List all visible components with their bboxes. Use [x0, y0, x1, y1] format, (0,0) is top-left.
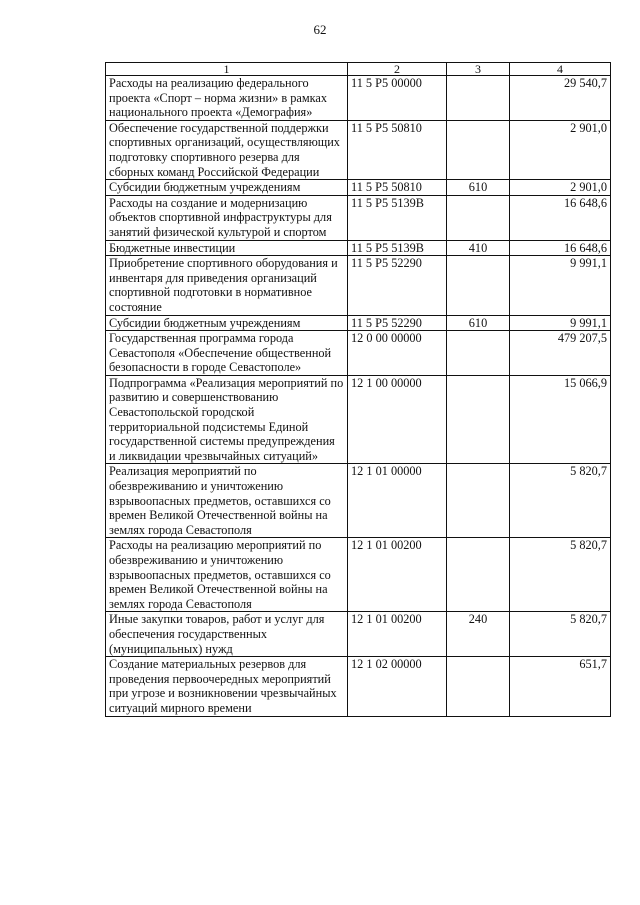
table-row	[106, 240, 611, 256]
table-row	[106, 256, 611, 315]
row-code: 12 1 01 00200	[348, 538, 447, 612]
row-name: Расходы на реализацию федерального проекта «Спорт – норма жизни» в рамках национального проекта «Демография»	[106, 76, 348, 121]
row-expense-type	[447, 331, 510, 376]
row-expense-type	[447, 464, 510, 538]
row-code: 11 5 Р5 50810	[348, 180, 447, 196]
header-cell-code: 2	[348, 63, 447, 76]
table-row	[106, 612, 611, 657]
row-amount: 9 991,1	[510, 256, 611, 315]
row-amount: 5 820,7	[510, 538, 611, 612]
row-expense-type	[447, 657, 510, 716]
row-name: Расходы на реализацию мероприятий по обезвреживанию и уничтожению взрывоопасных предметов, оставшихся со времен Великой Отечественной войны на землях города Севастополя	[106, 538, 348, 612]
row-expense-type	[447, 195, 510, 240]
row-code: 11 5 Р5 50810	[348, 120, 447, 179]
row-amount: 16 648,6	[510, 195, 611, 240]
row-expense-type	[447, 76, 510, 121]
page-number: 62	[313, 22, 327, 37]
table-row	[106, 76, 611, 121]
row-name: Государственная программа города Севастополя «Обеспечение общественной безопасности в городе Севастополе»	[106, 331, 348, 376]
row-amount: 2 901,0	[510, 120, 611, 179]
table-row	[106, 315, 611, 331]
row-amount: 9 991,1	[510, 315, 611, 331]
header-cell-name: 1	[106, 63, 348, 76]
row-amount: 651,7	[510, 657, 611, 716]
table-row	[106, 464, 611, 538]
row-expense-type: 610	[447, 180, 510, 196]
table-row	[106, 195, 611, 240]
row-amount: 5 820,7	[510, 612, 611, 657]
budget-table-body	[106, 63, 611, 717]
row-name: Субсидии бюджетным учреждениям	[106, 180, 348, 196]
row-amount: 15 066,9	[510, 375, 611, 464]
row-code: 12 1 02 00000	[348, 657, 447, 716]
row-name: Иные закупки товаров, работ и услуг для обеспечения государственных (муниципальных) нужд	[106, 612, 348, 657]
row-code: 11 5 Р5 5139В	[348, 240, 447, 256]
row-code: 12 1 00 00000	[348, 375, 447, 464]
row-code: 11 5 Р5 00000	[348, 76, 447, 121]
row-code: 11 5 Р5 52290	[348, 315, 447, 331]
row-amount: 5 820,7	[510, 464, 611, 538]
row-code: 12 1 01 00200	[348, 612, 447, 657]
table-header-row	[106, 63, 611, 76]
table-row	[106, 331, 611, 376]
row-name: Подпрограмма «Реализация мероприятий по развитию и совершенствованию Севастопольской городской территориальной подсистемы Единой государственной системы предупреждения и ликвидации чрезвычайных ситуаций»	[106, 375, 348, 464]
row-amount: 2 901,0	[510, 180, 611, 196]
row-amount: 479 207,5	[510, 331, 611, 376]
row-expense-type	[447, 538, 510, 612]
row-code: 11 5 Р5 5139В	[348, 195, 447, 240]
table-row	[106, 180, 611, 196]
row-expense-type: 410	[447, 240, 510, 256]
row-name: Создание материальных резервов для проведения первоочередных мероприятий при угрозе и возникновении чрезвычайных ситуаций мирного времени	[106, 657, 348, 716]
row-name: Обеспечение государственной поддержки спортивных организаций, осуществляющих подготовку спортивного резерва для сборных команд Российской Федерации	[106, 120, 348, 179]
row-code: 11 5 Р5 52290	[348, 256, 447, 315]
row-expense-type	[447, 120, 510, 179]
row-name: Приобретение спортивного оборудования и инвентаря для приведения организаций спортивной подготовки в нормативное состояние	[106, 256, 348, 315]
row-expense-type	[447, 256, 510, 315]
row-name: Расходы на создание и модернизацию объектов спортивной инфраструктуры для занятий физической культурой и спортом	[106, 195, 348, 240]
row-expense-type: 240	[447, 612, 510, 657]
row-name: Субсидии бюджетным учреждениям	[106, 315, 348, 331]
table-row	[106, 538, 611, 612]
table-row	[106, 120, 611, 179]
table-row	[106, 657, 611, 716]
row-expense-type: 610	[447, 315, 510, 331]
row-code: 12 1 01 00000	[348, 464, 447, 538]
row-name: Реализация мероприятий по обезвреживанию и уничтожению взрывоопасных предметов, оставшихся со времен Великой Отечественной войны на землях города Севастополя	[106, 464, 348, 538]
header-cell-type: 3	[447, 63, 510, 76]
table-row	[106, 375, 611, 464]
row-amount: 16 648,6	[510, 240, 611, 256]
budget-table	[105, 62, 611, 717]
header-cell-amount: 4	[510, 63, 611, 76]
row-name: Бюджетные инвестиции	[106, 240, 348, 256]
row-code: 12 0 00 00000	[348, 331, 447, 376]
row-amount: 29 540,7	[510, 76, 611, 121]
row-expense-type	[447, 375, 510, 464]
